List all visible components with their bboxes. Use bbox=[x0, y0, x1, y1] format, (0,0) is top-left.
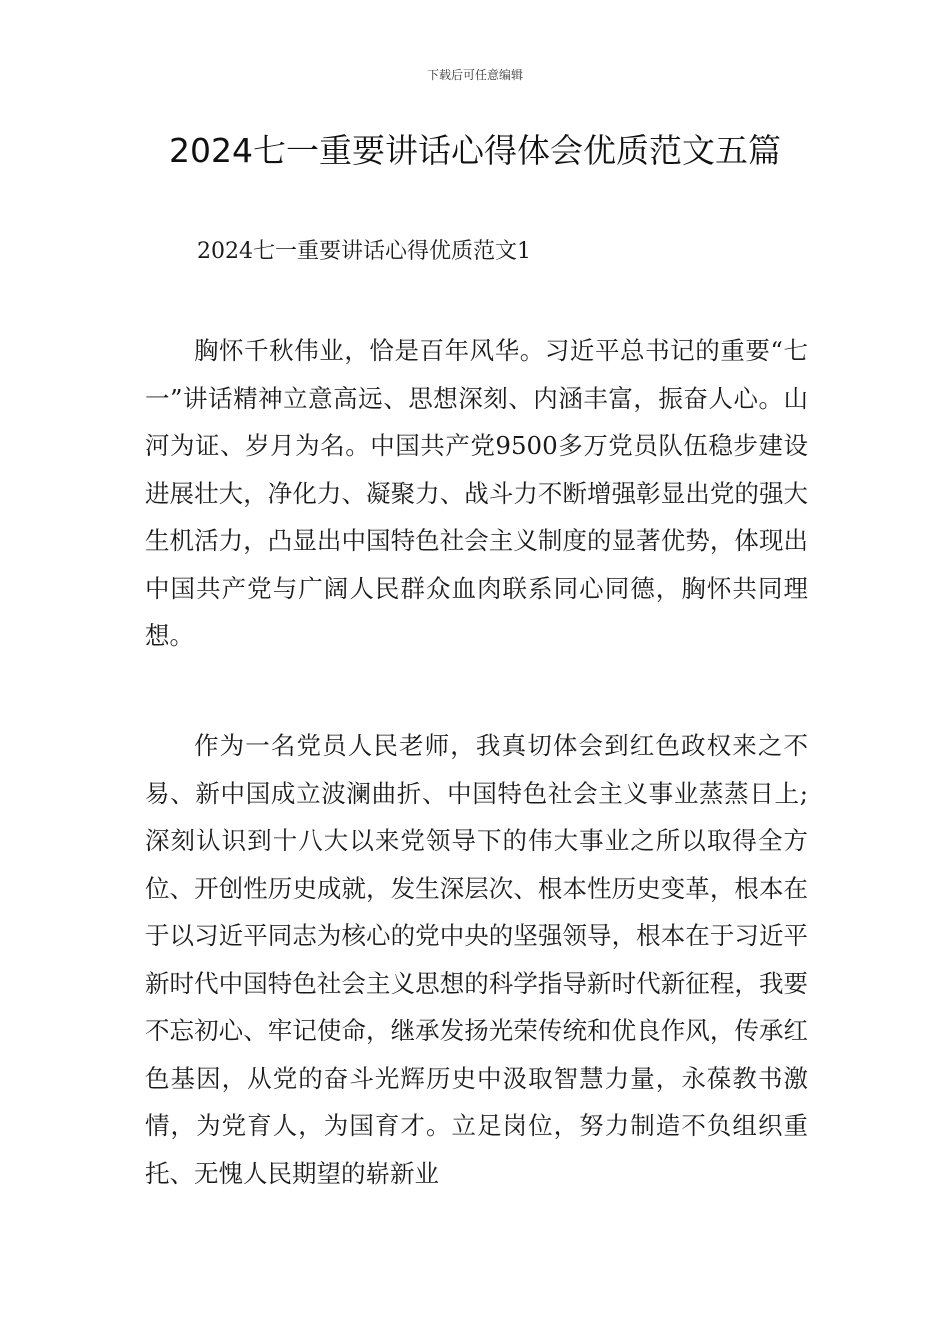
section-subtitle: 2024七一重要讲话心得优质范文1 bbox=[197, 239, 531, 264]
body-paragraph-1: 胸怀千秋伟业，恰是百年风华。习近平总书记的重要“七一”讲话精神立意高远、思想深刻、内涵丰富，振奋人心。山河为证、岁月为名。中国共产党9500多万党员队伍稳步建设进展壮大，净化力、凝聚力、战斗力不断增强彰显出党的强大生机活力，凸显出中国特色社会主义制度的显著优势，体现出中国共产党与广阔人民群众血肉联系同心同德，胸怀共同理想。 bbox=[145, 336, 808, 650]
header-note: 下载后可任意编辑 bbox=[426, 68, 523, 82]
document-title: 2024七一重要讲话心得体会优质范文五篇 bbox=[169, 131, 781, 170]
body-paragraph-2: 作为一名党员人民老师，我真切体会到红色政权来之不易、新中国成立波澜曲折、中国特色社会主义事业蒸蒸日上;深刻认识到十八大以来党领导下的伟大事业之所以取得全方位、开创性历史成就，发生深层次、根本性历史变革，根本在于以习近平同志为核心的党中央的坚强领导，根本在于习近平新时代中国特色社会主义思想的科学指导新时代新征程，我要不忘初心、牢记使命，继承发扬光荣传统和优良作风，传承红色基因，从党的奋斗光辉历史中汲取智慧力量，永葆教书激情，为党育人，为国育才。立足岗位，努力制造不负组织重托、无愧人民期望的崭新业 bbox=[145, 731, 808, 1188]
